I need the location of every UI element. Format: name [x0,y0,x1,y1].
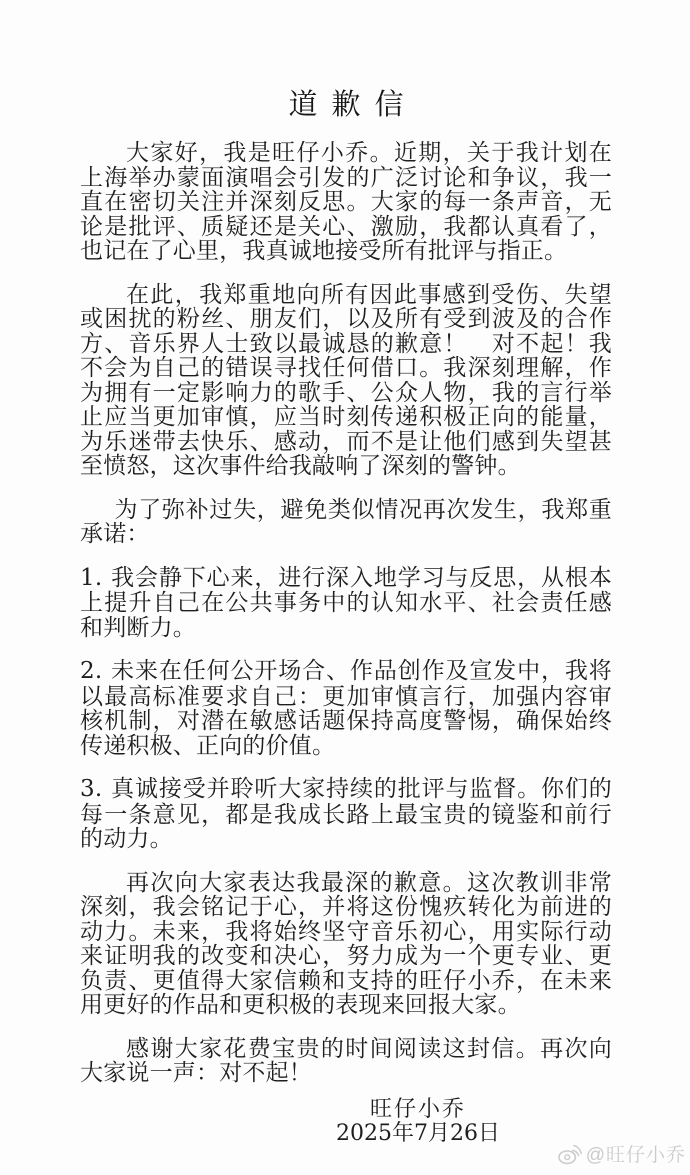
promise-text-3: 真诚接受并聆听大家持续的批评与监督。你们的每一条意见，都是我成长路上最宝贵的镜鉴和前行的动力。 [80,775,612,851]
paragraph-reaffirmation: 再次向大家表达我最深的歉意。这次教训非常深刻，我会铭记于心，并将这份愧疚转化为前进的动力。未来，我将始终坚守音乐初心，用实际行动来证明我的改变和决心，努力成为一个更专业、更负责、更值得大家信赖和支持的旺仔小乔，在未来用更好的作品和更积极的表现来回报大家。 [80,868,612,1017]
paragraph-apology: 在此，我郑重地向所有因此事感到受伤、失望或困扰的粉丝、朋友们，以及所有受到波及的合作方、音乐界人士致以最诚恳的歉意！ 对不起！我不会为自己的错误寻找任何借口。我深刻理解，作为拥有一定影响力的歌手、公众人物，我的言行举止应当更加审慎，应当时刻传递积极正向的能量，为乐迷带去快乐、感动，而不是让他们感到失望甚至愤怒，这次事件给我敲响了深刻的警钟。 [80,280,612,478]
promise-number-1: 1. [80,564,103,591]
weibo-icon [558,1143,582,1165]
promise-number-3: 3. [80,776,103,802]
letter-title: 道歉信 [288,89,418,121]
promise-item-2 [80,658,612,757]
paragraph-thanks: 感谢大家花费宝贵的时间阅读这封信。再次向大家说一声：对不起！ [80,1034,612,1085]
signature-name: 旺仔小乔 [370,1095,467,1121]
promise-text-2: 未来在任何公开场合、作品创作及宣发中，我将以最高标准要求自己：更加审慎言行，加强内容审核机制，对潜在敏感话题保持高度警惕，确保始终传递积极、正向的价值。 [80,657,612,758]
paragraph-promise-intro: 为了弥补过失，避免类似情况再次发生，我郑重承诺： [80,495,612,546]
promise-item-3 [80,776,612,851]
watermark-handle: @旺仔小乔 [585,1145,686,1166]
promise-number-2: 2. [80,658,103,684]
signature-date: 2025年7月26日 [336,1120,500,1146]
paragraph-opening: 大家好，我是旺仔小乔。近期，关于我计划在上海举办蒙面演唱会引发的广泛讨论和争议，我一直在密切关注并深刻反思。大家的每一条声音，无论是批评、质疑还是关心、激励，我都认真看了，也记在了心里，我真诚地接受所有批评与指正。 [80,139,612,263]
signature-block [80,1097,612,1146]
promise-item-1 [80,565,612,640]
promise-text-1: 我会静下心来，进行深入地学习与反思，从根本上提升自己在公共事务中的认知水平、社会责任感和判断力。 [80,563,612,640]
weibo-watermark [558,1140,686,1167]
